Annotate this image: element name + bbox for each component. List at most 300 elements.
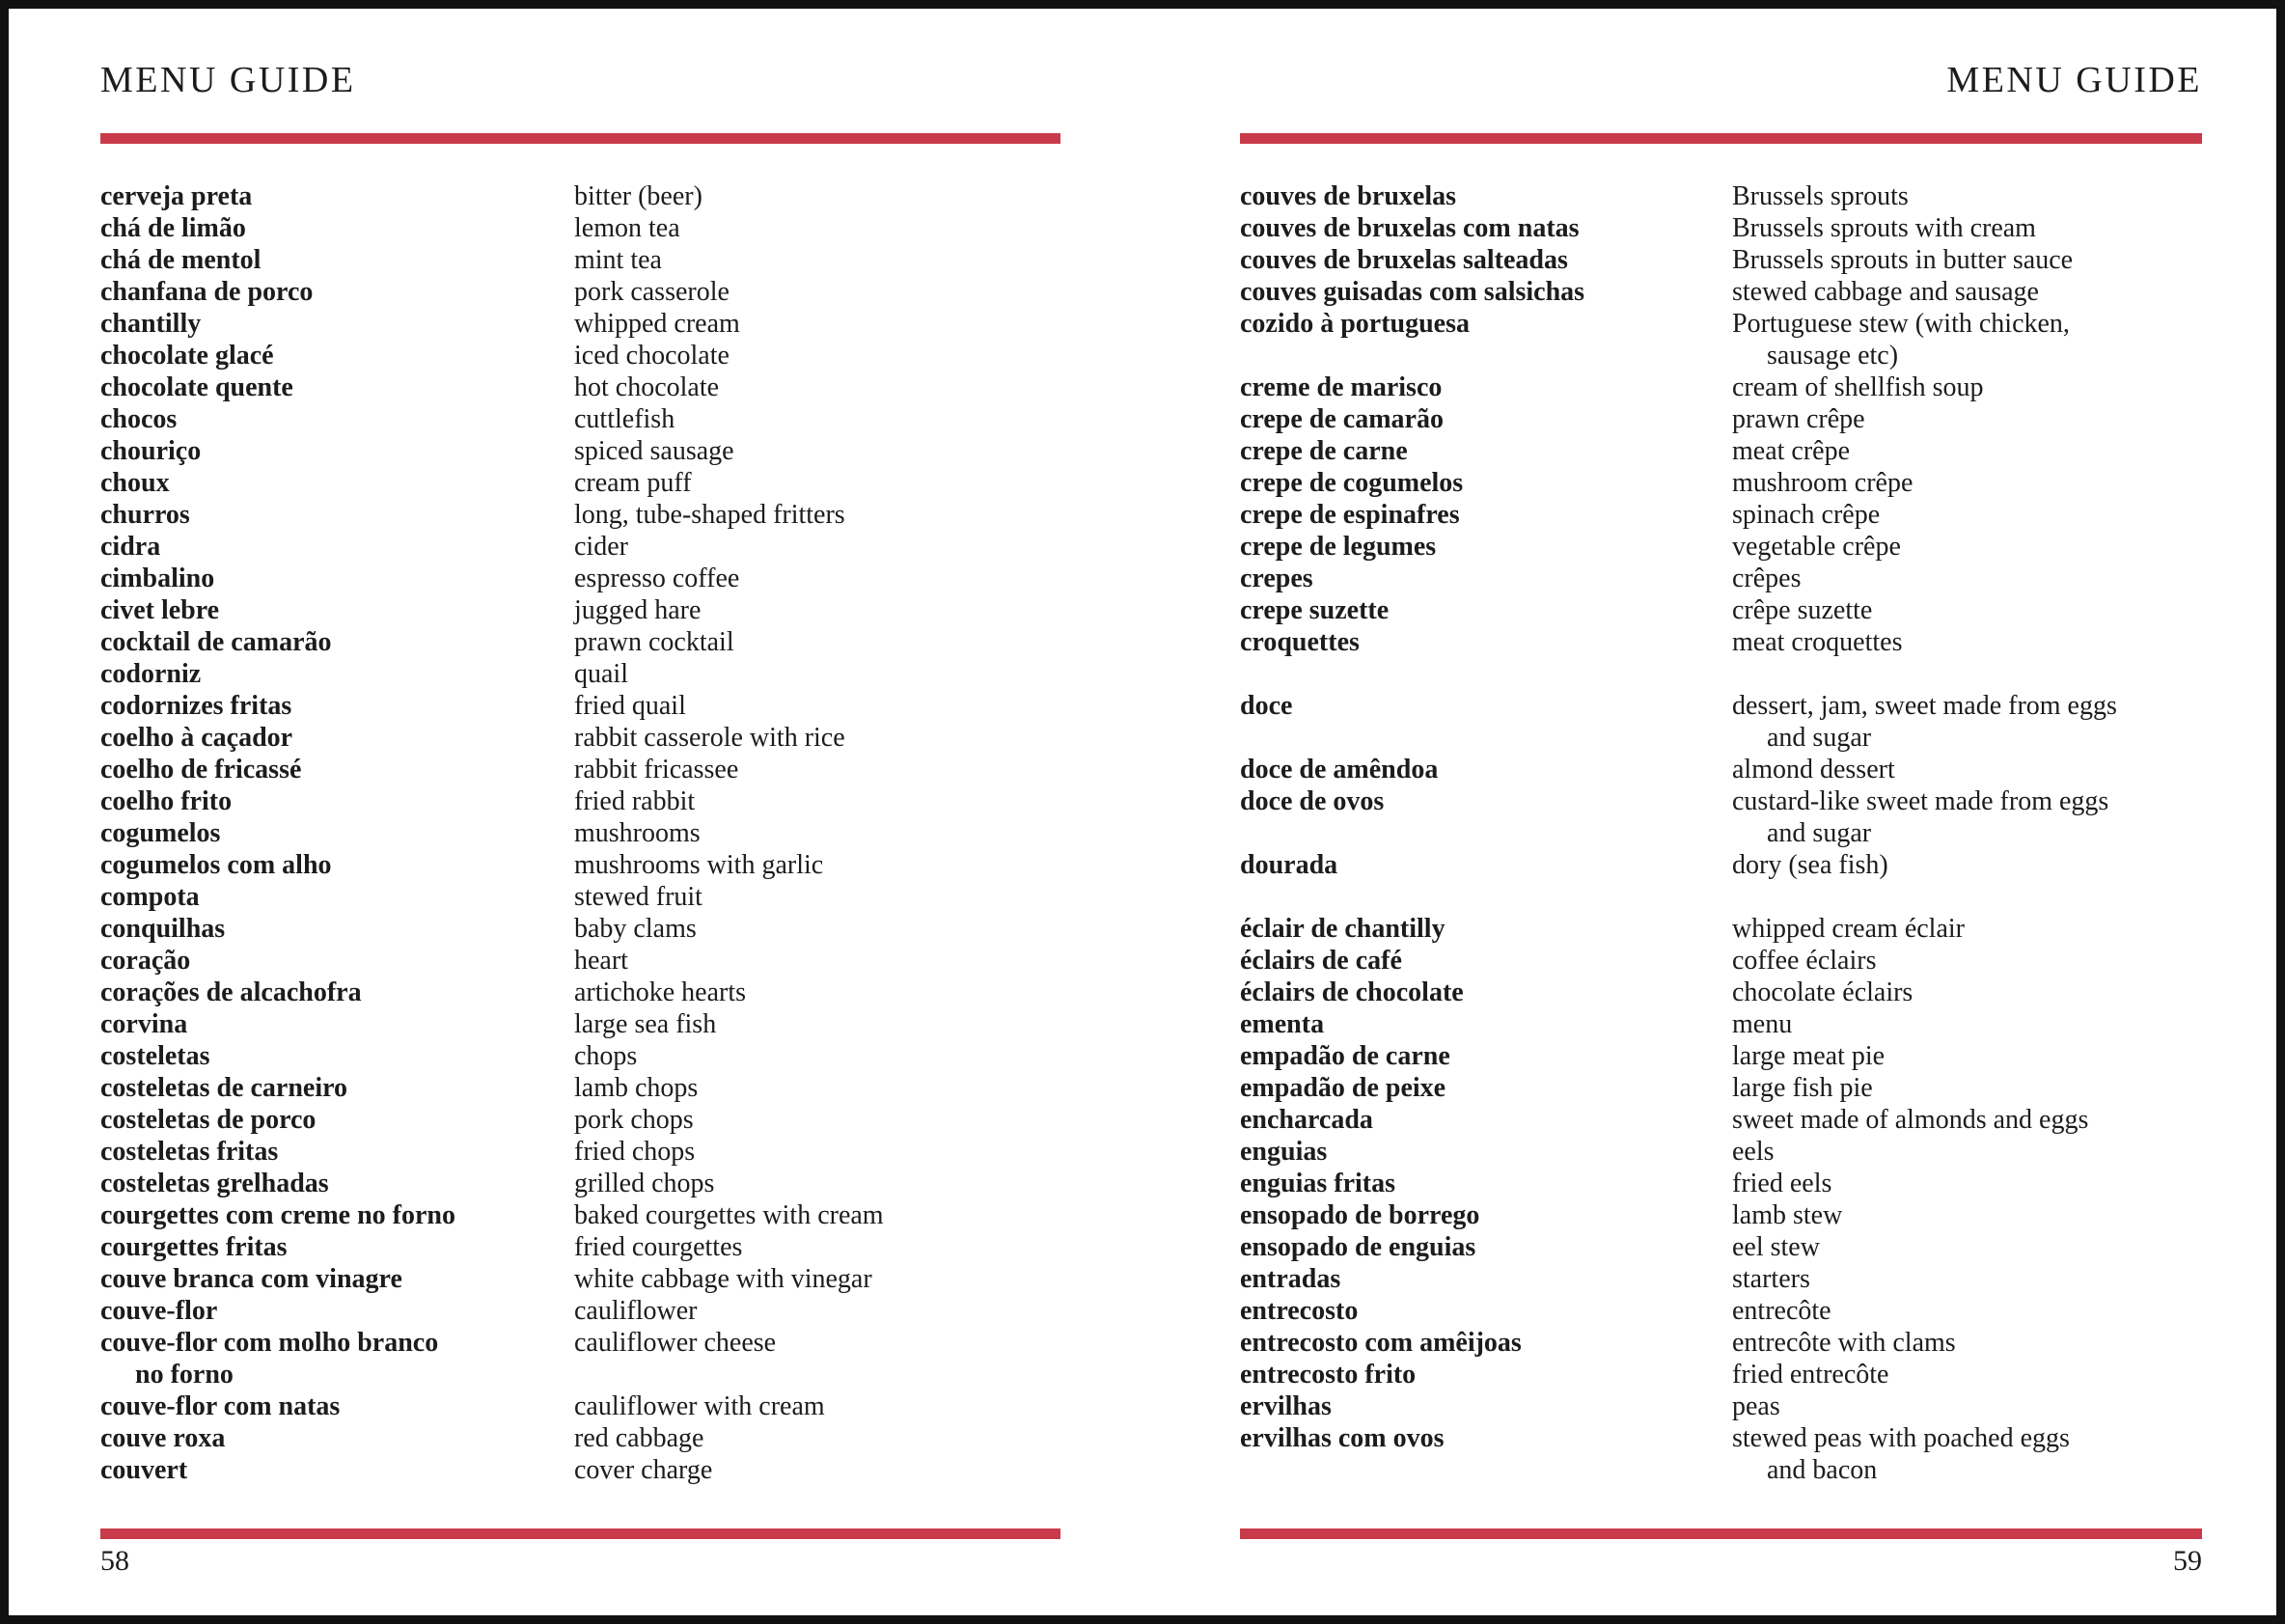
- entry-definition: [574, 977, 1060, 1008]
- entry-term: [1240, 1168, 1732, 1199]
- entry-definition-line: coffee éclairs: [1732, 946, 1877, 976]
- entry-definition: [574, 1422, 1060, 1454]
- entry-term: [1240, 467, 1732, 499]
- menu-entry: [100, 531, 1060, 563]
- entry-term: [100, 945, 574, 977]
- entry-definition: [1732, 1199, 2202, 1231]
- entry-term: [100, 212, 574, 244]
- entry-term-line: crepe de legumes: [1240, 532, 1437, 562]
- entry-term: [100, 754, 574, 785]
- entry-definition-continuation: and sugar: [1767, 818, 1872, 848]
- entry-term: [100, 1136, 574, 1168]
- menu-entry: [100, 212, 1060, 244]
- entry-definition: [1732, 1008, 2202, 1040]
- menu-entry: [1240, 1104, 2202, 1136]
- entry-term-line: compota: [100, 882, 200, 912]
- entry-definition: [574, 754, 1060, 785]
- entry-term-line: conquilhas: [100, 914, 226, 944]
- entry-term-line: couve roxa: [100, 1423, 226, 1453]
- entry-term-line: couve branca com vinagre: [100, 1264, 402, 1294]
- entry-definition: [1732, 372, 2202, 403]
- menu-entry: [1240, 1008, 2202, 1040]
- list-spacer: [1240, 881, 2202, 913]
- entry-definition: [574, 212, 1060, 244]
- menu-entry: [1240, 1136, 2202, 1168]
- menu-entry: [100, 754, 1060, 785]
- entry-definition: [1732, 1136, 2202, 1168]
- menu-entry: [1240, 403, 2202, 435]
- entry-definition-line: Brussels sprouts with cream: [1732, 213, 2036, 243]
- entry-definition-line: stewed cabbage and sausage: [1732, 277, 2039, 307]
- menu-entry: [100, 1295, 1060, 1327]
- menu-entry: [100, 563, 1060, 594]
- page-title-right: MENU GUIDE: [1946, 60, 2202, 100]
- menu-entry: [100, 913, 1060, 945]
- entry-term-line: empadão de peixe: [1240, 1073, 1446, 1103]
- entry-definition: [1732, 403, 2202, 435]
- entry-term-line: churros: [100, 500, 190, 530]
- menu-entry: [1240, 754, 2202, 785]
- entry-term-line: ervilhas: [1240, 1391, 1332, 1421]
- entry-term-continuation: no forno: [135, 1360, 234, 1390]
- entry-definition-line: long, tube-shaped fritters: [574, 500, 845, 530]
- entry-term-line: ensopado de borrego: [1240, 1200, 1480, 1230]
- entry-definition: [574, 244, 1060, 276]
- entry-term-line: entradas: [1240, 1264, 1341, 1294]
- entry-term-line: courgettes fritas: [100, 1232, 288, 1262]
- entry-definition-line: cover charge: [574, 1455, 713, 1485]
- entry-definition: [574, 1454, 1060, 1486]
- entry-definition-line: bitter (beer): [574, 181, 702, 211]
- menu-entry: [100, 1390, 1060, 1422]
- entry-definition-line: stewed fruit: [574, 882, 702, 912]
- entry-definition: [574, 276, 1060, 308]
- entry-term-line: coração: [100, 946, 191, 976]
- entry-term-line: couve-flor: [100, 1296, 218, 1326]
- entry-term-line: costeletas de carneiro: [100, 1073, 348, 1103]
- entry-definition-line: heart: [574, 946, 628, 976]
- entry-term: [100, 690, 574, 722]
- entry-definition-line: spinach crêpe: [1732, 500, 1881, 530]
- entry-definition-line: lamb stew: [1732, 1200, 1843, 1230]
- menu-entry: [100, 658, 1060, 690]
- entry-term: [1240, 403, 1732, 435]
- entry-term: [100, 403, 574, 435]
- entry-term: [100, 977, 574, 1008]
- entry-term-line: entrecosto frito: [1240, 1360, 1417, 1390]
- menu-entry: [1240, 1359, 2202, 1390]
- menu-entry: [100, 308, 1060, 340]
- menu-entry: [1240, 308, 2202, 372]
- entry-term: [100, 1104, 574, 1136]
- page-left: [100, 9, 1060, 1615]
- menu-entry: [100, 626, 1060, 658]
- entry-term-line: couvert: [100, 1455, 188, 1485]
- entry-definition-line: quail: [574, 659, 628, 689]
- entry-definition: [574, 180, 1060, 212]
- entry-term: [1240, 1263, 1732, 1295]
- entry-definition: [1732, 180, 2202, 212]
- entry-term: [100, 340, 574, 372]
- entry-definition: [574, 1390, 1060, 1422]
- entry-term: [100, 1008, 574, 1040]
- entry-definition-line: artichoke hearts: [574, 977, 747, 1007]
- entry-term-line: couve-flor com natas: [100, 1391, 341, 1421]
- entry-definition-line: fried chops: [574, 1137, 696, 1167]
- entry-definition-line: eel stew: [1732, 1232, 1820, 1262]
- entry-term-line: empadão de carne: [1240, 1041, 1450, 1071]
- entry-term: [1240, 1040, 1732, 1072]
- entry-definition: [1732, 276, 2202, 308]
- menu-entry: [100, 435, 1060, 467]
- entry-definition: [1732, 1263, 2202, 1295]
- entry-term-line: costeletas grelhadas: [100, 1169, 329, 1198]
- entry-definition-line: large sea fish: [574, 1009, 717, 1039]
- entry-definition-line: crêpe suzette: [1732, 595, 1873, 625]
- entry-term-line: éclairs de café: [1240, 946, 1402, 976]
- entry-definition-line: jugged hare: [574, 595, 702, 625]
- entry-definition-line: red cabbage: [574, 1423, 704, 1453]
- entry-definition: [574, 531, 1060, 563]
- entry-definition-line: eels: [1732, 1137, 1775, 1167]
- entry-term: [1240, 499, 1732, 531]
- entry-term: [100, 913, 574, 945]
- entry-definition: [574, 308, 1060, 340]
- menu-entry: [100, 1168, 1060, 1199]
- menu-entry: [1240, 212, 2202, 244]
- entry-term: [100, 1168, 574, 1199]
- entry-term: [1240, 913, 1732, 945]
- entry-term: [1240, 435, 1732, 467]
- page-right: [1240, 9, 2202, 1615]
- entry-definition: [574, 1295, 1060, 1327]
- entry-term-line: codorniz: [100, 659, 202, 689]
- entry-definition-line: white cabbage with vinegar: [574, 1264, 872, 1294]
- entry-term-line: ervilhas com ovos: [1240, 1423, 1445, 1453]
- entry-term-line: couves de bruxelas salteadas: [1240, 245, 1568, 275]
- entry-term-line: crepe de carne: [1240, 436, 1408, 466]
- entry-definition-continuation: and bacon: [1767, 1455, 1878, 1485]
- entry-term-line: corvina: [100, 1009, 188, 1039]
- entry-definition: [1732, 945, 2202, 977]
- menu-entry: [100, 244, 1060, 276]
- entry-definition: [574, 1199, 1060, 1231]
- entry-definition-line: dessert, jam, sweet made from eggs: [1732, 691, 2117, 721]
- entry-term: [1240, 690, 1732, 722]
- entry-term: [100, 1390, 574, 1422]
- entry-term: [1240, 1199, 1732, 1231]
- entry-term: [100, 722, 574, 754]
- entry-term: [100, 1231, 574, 1263]
- entry-definition-line: fried eels: [1732, 1169, 1832, 1198]
- menu-entry: [1240, 563, 2202, 594]
- entry-definition: [574, 340, 1060, 372]
- menu-entry: [1240, 945, 2202, 977]
- entry-definition-line: meat crêpe: [1732, 436, 1851, 466]
- entry-term: [100, 372, 574, 403]
- entry-term: [100, 785, 574, 817]
- menu-entry: [1240, 1168, 2202, 1199]
- menu-entry: [1240, 499, 2202, 531]
- menu-entry: [1240, 690, 2202, 754]
- entry-definition-line: chocolate éclairs: [1732, 977, 1913, 1007]
- entry-term-line: encharcada: [1240, 1105, 1373, 1135]
- entry-term: [100, 849, 574, 881]
- entry-definition: [1732, 1040, 2202, 1072]
- entry-term-line: cimbalino: [100, 564, 215, 593]
- menu-entry: [100, 881, 1060, 913]
- entry-definition: [1732, 849, 2202, 881]
- entry-term: [1240, 308, 1732, 340]
- entry-term: [1240, 1136, 1732, 1168]
- entry-definition-line: large meat pie: [1732, 1041, 1886, 1071]
- menu-entry: [100, 1422, 1060, 1454]
- entry-term: [1240, 1390, 1732, 1422]
- entry-term-line: codornizes fritas: [100, 691, 292, 721]
- entry-definition: [574, 881, 1060, 913]
- entry-definition-line: custard-like sweet made from eggs: [1732, 786, 2109, 816]
- menu-entry: [100, 1008, 1060, 1040]
- menu-entry: [100, 340, 1060, 372]
- entry-definition: [1732, 308, 2202, 372]
- entry-definition: [574, 913, 1060, 945]
- menu-entry: [100, 1104, 1060, 1136]
- entry-term-line: crepe de espinafres: [1240, 500, 1460, 530]
- entry-term-line: chá de mentol: [100, 245, 262, 275]
- entry-definition: [1732, 563, 2202, 594]
- entry-definition: [574, 1231, 1060, 1263]
- entry-term: [100, 531, 574, 563]
- menu-entry: [100, 785, 1060, 817]
- entry-term: [1240, 563, 1732, 594]
- entry-term: [1240, 1104, 1732, 1136]
- entry-definition: [1732, 1327, 2202, 1359]
- entry-definition-line: cider: [574, 532, 628, 562]
- entry-definition-line: fried quail: [574, 691, 686, 721]
- entry-definition-line: fried entrecôte: [1732, 1360, 1889, 1390]
- menu-entry: [1240, 1390, 2202, 1422]
- entry-term: [100, 1327, 574, 1390]
- page-number-left: 58: [100, 1545, 129, 1577]
- entry-term: [1240, 244, 1732, 276]
- entry-term-line: choux: [100, 468, 170, 498]
- entry-definition: [1732, 626, 2202, 658]
- entry-term: [1240, 626, 1732, 658]
- entry-definition: [574, 1136, 1060, 1168]
- menu-entry: [1240, 626, 2202, 658]
- entry-definition: [1732, 594, 2202, 626]
- entry-definition-continuation: sausage etc): [1767, 341, 1899, 371]
- entry-term-line: crepe de camarão: [1240, 404, 1444, 434]
- entry-term: [100, 308, 574, 340]
- entry-definition-line: peas: [1732, 1391, 1780, 1421]
- menu-entry: [1240, 913, 2202, 945]
- entry-definition-line: prawn crêpe: [1732, 404, 1865, 434]
- menu-entry: [100, 403, 1060, 435]
- entry-definition-line: stewed peas with poached eggs: [1732, 1423, 2070, 1453]
- entry-definition: [574, 1008, 1060, 1040]
- menu-entry: [100, 180, 1060, 212]
- entry-term: [100, 594, 574, 626]
- entry-term-line: costeletas de porco: [100, 1105, 317, 1135]
- entry-definition-line: mushrooms with garlic: [574, 850, 824, 880]
- entry-term: [100, 1263, 574, 1295]
- menu-entry: [100, 594, 1060, 626]
- entry-definition-line: hot chocolate: [574, 372, 720, 402]
- entry-definition: [574, 594, 1060, 626]
- entry-definition: [574, 1263, 1060, 1295]
- entry-term-line: chocos: [100, 404, 178, 434]
- top-rule-right: [1240, 133, 2202, 144]
- entry-term-line: chá de limão: [100, 213, 246, 243]
- menu-entry: [100, 1040, 1060, 1072]
- entry-term: [100, 626, 574, 658]
- entry-term: [100, 1295, 574, 1327]
- entry-definition: [574, 1327, 1060, 1359]
- entry-definition-line: Brussels sprouts: [1732, 181, 1909, 211]
- entry-definition: [574, 690, 1060, 722]
- menu-entry: [1240, 1327, 2202, 1359]
- entry-term-line: crepe de cogumelos: [1240, 468, 1464, 498]
- menu-entry: [1240, 435, 2202, 467]
- entry-definition: [1732, 1359, 2202, 1390]
- entry-definition-line: mushrooms: [574, 818, 701, 848]
- entry-definition-line: meat croquettes: [1732, 627, 1903, 657]
- entry-term-line: entrecosto: [1240, 1296, 1359, 1326]
- entry-term-line: cocktail de camarão: [100, 627, 332, 657]
- entry-definition-line: cauliflower: [574, 1296, 698, 1326]
- menu-entry: [100, 849, 1060, 881]
- entry-term-line: éclairs de chocolate: [1240, 977, 1464, 1007]
- menu-entry: [100, 945, 1060, 977]
- entry-term-line: costeletas fritas: [100, 1137, 279, 1167]
- entry-definition-line: lamb chops: [574, 1073, 699, 1103]
- entry-definition: [1732, 785, 2202, 849]
- entry-definition: [574, 1040, 1060, 1072]
- entry-definition: [1732, 1168, 2202, 1199]
- entry-term-line: coelho à caçador: [100, 723, 293, 753]
- entry-term: [1240, 276, 1732, 308]
- entry-definition-line: almond dessert: [1732, 755, 1895, 784]
- entry-definition-line: starters: [1732, 1264, 1810, 1294]
- menu-entry: [1240, 1199, 2202, 1231]
- entry-definition-line: rabbit casserole with rice: [574, 723, 845, 753]
- entry-definition-line: large fish pie: [1732, 1073, 1873, 1103]
- entry-term: [1240, 180, 1732, 212]
- menu-entry: [1240, 849, 2202, 881]
- entry-definition: [1732, 467, 2202, 499]
- entry-term-line: cerveja preta: [100, 181, 253, 211]
- menu-entry: [100, 276, 1060, 308]
- menu-entry: [1240, 1040, 2202, 1072]
- entry-term-line: crepes: [1240, 564, 1313, 593]
- entry-term-line: couve-flor com molho branco: [100, 1328, 439, 1358]
- entry-definition-line: mint tea: [574, 245, 662, 275]
- entry-term: [100, 467, 574, 499]
- entry-definition: [1732, 913, 2202, 945]
- entry-definition-line: rabbit fricassee: [574, 755, 739, 784]
- entry-term-line: couves de bruxelas: [1240, 181, 1456, 211]
- list-spacer: [1240, 658, 2202, 690]
- entry-term-line: crepe suzette: [1240, 595, 1390, 625]
- entry-term-line: doce de amêndoa: [1240, 755, 1439, 784]
- entry-definition: [574, 785, 1060, 817]
- menu-entry: [100, 690, 1060, 722]
- entry-term-line: coelho frito: [100, 786, 233, 816]
- entry-definition-line: sweet made of almonds and eggs: [1732, 1105, 2089, 1135]
- bottom-rule-right: [1240, 1528, 2202, 1539]
- entry-term: [1240, 1008, 1732, 1040]
- entry-definition-line: Brussels sprouts in butter sauce: [1732, 245, 2074, 275]
- entry-term: [100, 1072, 574, 1104]
- entry-term: [1240, 754, 1732, 785]
- entry-term-line: enguias: [1240, 1137, 1328, 1167]
- entry-definition-line: vegetable crêpe: [1732, 532, 1901, 562]
- menu-entry: [100, 817, 1060, 849]
- menu-list-left: [100, 180, 1060, 1486]
- entry-definition: [574, 467, 1060, 499]
- entry-term: [1240, 785, 1732, 817]
- entry-definition-line: mushroom crêpe: [1732, 468, 1913, 498]
- entry-term-line: cidra: [100, 532, 161, 562]
- entry-definition-line: cauliflower cheese: [574, 1328, 777, 1358]
- entry-term: [100, 1040, 574, 1072]
- entry-definition: [1732, 531, 2202, 563]
- entry-definition-line: baked courgettes with cream: [574, 1200, 884, 1230]
- entry-definition: [574, 499, 1060, 531]
- entry-definition: [1732, 1104, 2202, 1136]
- entry-definition-line: fried courgettes: [574, 1232, 743, 1262]
- entry-term: [100, 881, 574, 913]
- entry-definition: [1732, 1295, 2202, 1327]
- entry-term-line: doce: [1240, 691, 1293, 721]
- menu-entry: [1240, 276, 2202, 308]
- entry-definition-line: prawn cocktail: [574, 627, 734, 657]
- entry-term-line: cogumelos com alho: [100, 850, 332, 880]
- entry-definition-line: chops: [574, 1041, 638, 1071]
- menu-entry: [1240, 1295, 2202, 1327]
- entry-term-line: cogumelos: [100, 818, 221, 848]
- entry-term: [100, 499, 574, 531]
- page-number-right: 59: [2173, 1545, 2202, 1577]
- entry-term-line: costeletas: [100, 1041, 210, 1071]
- menu-entry: [100, 1199, 1060, 1231]
- entry-definition-line: menu: [1732, 1009, 1793, 1039]
- entry-definition-line: baby clams: [574, 914, 697, 944]
- menu-entry: [1240, 785, 2202, 849]
- entry-term-line: chouriço: [100, 436, 202, 466]
- entry-definition: [1732, 1072, 2202, 1104]
- entry-term-line: cozido à portuguesa: [1240, 309, 1470, 339]
- menu-entry: [1240, 977, 2202, 1008]
- entry-term: [100, 817, 574, 849]
- entry-definition-line: iced chocolate: [574, 341, 730, 371]
- entry-definition: [1732, 1390, 2202, 1422]
- menu-entry: [100, 1263, 1060, 1295]
- entry-term: [100, 658, 574, 690]
- entry-term: [100, 244, 574, 276]
- menu-entry: [1240, 467, 2202, 499]
- entry-term-line: ensopado de enguias: [1240, 1232, 1476, 1262]
- menu-entry: [100, 1327, 1060, 1390]
- entry-definition: [574, 372, 1060, 403]
- entry-definition: [1732, 1422, 2202, 1486]
- menu-entry: [100, 722, 1060, 754]
- entry-term: [1240, 531, 1732, 563]
- entry-definition-line: fried rabbit: [574, 786, 696, 816]
- entry-term-line: chocolate quente: [100, 372, 293, 402]
- entry-term: [1240, 372, 1732, 403]
